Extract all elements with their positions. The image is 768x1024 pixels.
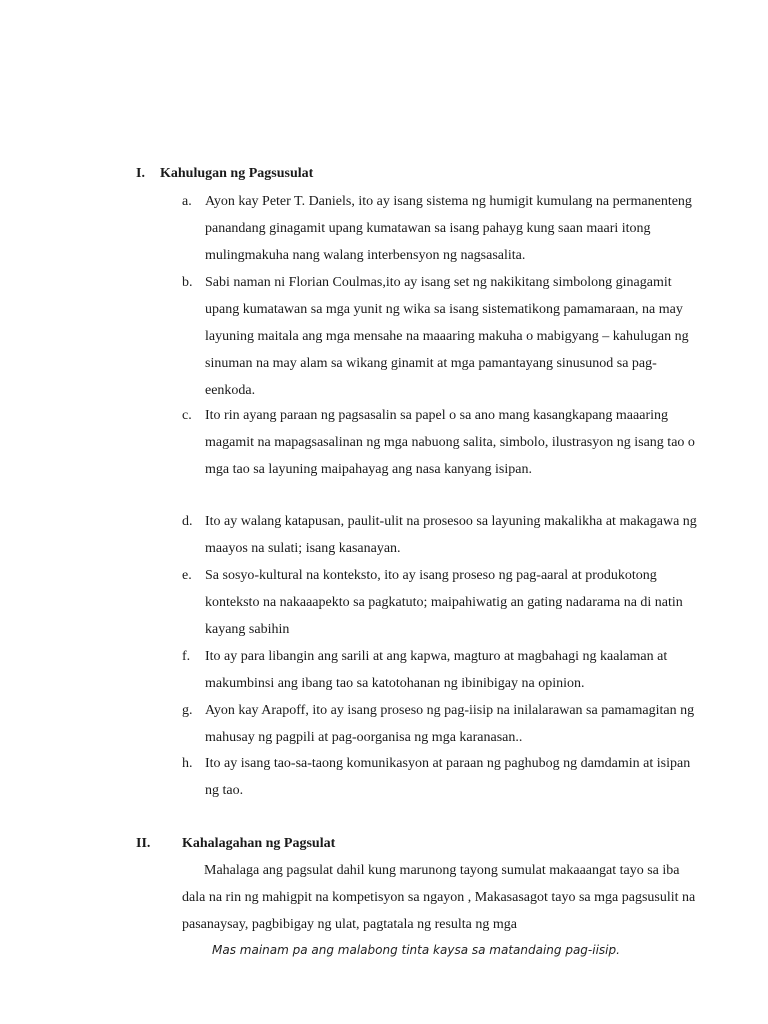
list-item-text: Ayon kay Peter T. Daniels, ito ay isang sistema ng humigit kumulang na permanenteng panandang ginagamit upang kumatawan sa isang pahayg kung saan maari itong mulingmakuha nang walang interbensyon ng nagsasalita. (205, 194, 692, 263)
list-item-text: Ayon kay Arapoff, ito ay isang proseso ng pag-iisip na inilalarawan sa pamamagitan ng mahusay ng pagpili at pag-oorganisa ng mga karanasan.. (205, 703, 695, 745)
list-item-marker: c. (182, 408, 192, 423)
list-item-marker: a. (182, 194, 192, 209)
list-item (182, 750, 702, 804)
list-item (182, 697, 702, 751)
section-2-paragraph: Mahalaga ang pagsulat dahil kung marunong tayong sumulat makaaangat tayo sa iba dala na rin ng mahigpit na kompetisyon sa ngayon , Makasasagot tayo sa mga pagsusulit na pasanaysay, pagbibigay ng ulat, pagtatala ng resulta ng mga (182, 863, 696, 932)
list-item-marker: g. (182, 703, 193, 718)
list-item (182, 402, 702, 483)
list-item-text: Ito ay para libangin ang sarili at ang kapwa, magturo at magbahagi ng kaalaman at makumbinsi ang ibang tao sa katotohanan ng ibinibigay na opinion. (205, 649, 668, 691)
list-item-marker: b. (182, 275, 193, 290)
list-item (182, 508, 702, 562)
list-item-marker: f. (182, 649, 191, 664)
list-item-text: Sa sosyo-kultural na konteksto, ito ay isang proseso ng pag-aaral at produkotong konteksto na nakaaapekto sa pagkatuto; maipahiwatig an gating nadarama na di natin kayang sabihin (205, 568, 683, 637)
footer-quote: Mas mainam pa ang malabong tinta kaysa sa matandaing pag-iisip. (212, 943, 620, 957)
list-item-marker: h. (182, 756, 193, 771)
list-item-text: Ito ay walang katapusan, paulit-ulit na prosesoo sa layuning makalikha at makagawa ng maayos na sulati; isang kasanayan. (205, 514, 697, 556)
list-item (182, 188, 702, 269)
list-item-text: Ito ay isang tao-sa-taong komunikasyon at paraan ng paghubog ng damdamin at isipan ng tao. (205, 756, 691, 798)
list-item-marker: d. (182, 514, 193, 529)
list-item-text: Ito rin ayang paraan ng pagsasalin sa papel o sa ano mang kasangkapang maaaring magamit na mapagsasalinan ng mga nabuong salita, simbolo, ilustrasyon ng isang tao o mga tao sa layuning maipahayag ang nasa kanyang isipan. (205, 408, 695, 477)
section-2-title: Kahalagahan ng Pagsulat (182, 836, 336, 851)
section-1-number: I. (136, 166, 145, 181)
section-1-title: Kahulugan ng Pagsusulat (160, 166, 314, 181)
list-item-text: Sabi naman ni Florian Coulmas,ito ay isang set ng nakikitang simbolong ginagamit upang kumatawan sa mga yunit ng wika sa isang sistematikong pamamaraan, na may layuning maitala ang mga mensahe na maaaring makuha o mabigyang – kahulugan ng sinuman na may alam sa wikang ginamit at mga pamantayang sinusunod sa pag-eenkoda. (205, 275, 689, 398)
list-item (182, 643, 702, 697)
section-2-number: II. (136, 836, 151, 851)
list-item (182, 269, 702, 404)
list-item-marker: e. (182, 568, 192, 583)
list-item (182, 562, 702, 643)
